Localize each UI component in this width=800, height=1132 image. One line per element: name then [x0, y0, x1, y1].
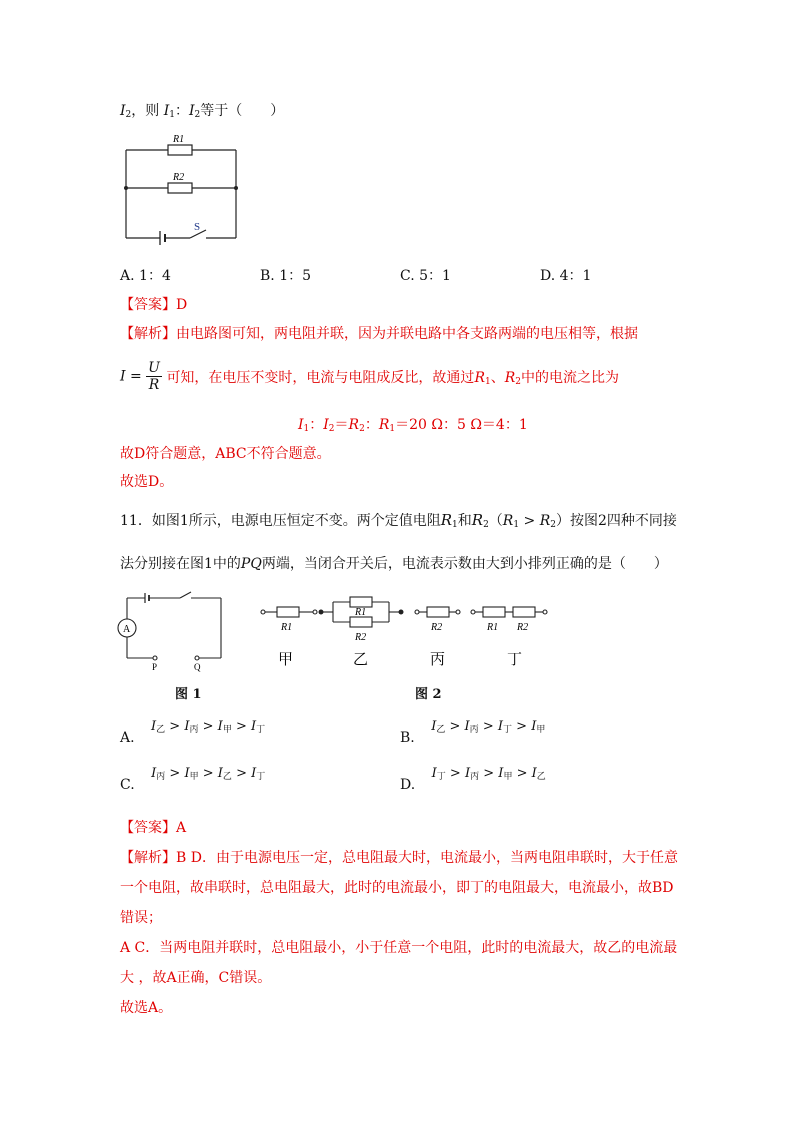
q11-option-a: A. $I_乙 > I_丙 > I_甲 > I_丁$	[120, 719, 266, 746]
q10-option-d-letter: D	[540, 268, 551, 284]
q11-stem-line2	[120, 553, 668, 573]
q10-option-c-letter: C	[400, 268, 411, 284]
q10-switch-label: S	[194, 221, 201, 233]
q11-opt-c-4: 丁	[256, 772, 266, 782]
q10-option-a-letter: A	[120, 268, 131, 284]
q11-option-d: D. $I_丁 > I_丙 > I_甲 > I_乙$	[400, 766, 546, 793]
q11-opt-a-4: 丁	[256, 725, 266, 735]
q10-option-b-text: 1：5	[279, 268, 312, 284]
q10-ratio: $I_1$：$I_2=R_2$：$R_1=20$ Ω：5 Ω＝4：1	[298, 417, 528, 434]
q11-fig2-ding-label: 丁	[507, 652, 523, 668]
q11-opt-b-3: 丁	[503, 725, 513, 735]
q11-line1-and: 和	[457, 513, 472, 529]
q11-opt-b-4: 甲	[536, 725, 546, 735]
q11-figure1-caption: 图 1	[175, 687, 202, 702]
q10-r1-label: R1	[173, 134, 185, 145]
q11-analysis-p4: A C．当两电阻并联时，总电阻最小，小于任意一个电阻，此时的电流最大，故乙的电流最	[120, 940, 678, 956]
q11-analysis-text1: B D．由于电源电压一定，总电阻最大时，电流最小，当两电阻串联时，大于任意	[176, 850, 678, 866]
q11-fig1-q-label: Q	[194, 662, 201, 672]
q11-analysis-p5: 大 ，故A正确，C错误。	[120, 970, 272, 986]
q11-option-d-letter: D.	[400, 777, 416, 793]
q11-opt-a-3: 甲	[222, 725, 232, 735]
q11-choose: 故选A。	[120, 1000, 173, 1016]
q11-fig2-bing-label: 丙	[430, 652, 446, 668]
q11-fig2-yi-r2: R2	[355, 632, 367, 643]
q10-choose: 故选D。	[120, 474, 174, 490]
q10-option-c: C. 5：1	[400, 268, 451, 284]
q11-line2-pq: PQ	[240, 556, 262, 572]
q10-option-d: D. 4：1	[540, 268, 592, 284]
q11-answer-label: 【答案】	[120, 820, 176, 836]
q11-opt-b-1: 乙	[436, 725, 446, 735]
q11-figure1	[115, 588, 230, 673]
q10-analysis-text1: 由电路图可知，两电阻并联，因为并联电路中各支路两端的电压相等，根据	[176, 326, 638, 342]
q10-stem-end: 等于（ ）	[200, 103, 285, 119]
q11-line1a: 如图1所示，电源电压恒定不变。两个定值电阻	[151, 513, 441, 529]
q11-fig1-p-label: P	[152, 662, 158, 672]
q10-ratio-text: ＝20 Ω：5 Ω＝4：1	[395, 417, 528, 433]
q11-fig1-ammeter-label: A	[123, 624, 131, 635]
q11-opt-d-1: 丁	[436, 772, 446, 782]
q11-answer-value: A	[176, 820, 187, 836]
q11-opt-d-2: 丙	[470, 772, 480, 782]
q11-option-a-letter: A.	[120, 730, 135, 746]
q11-opt-c-1: 丙	[156, 772, 166, 782]
q11-opt-b-2: 丙	[469, 725, 479, 735]
q11-line2a: 法分别接在图1中的	[120, 556, 241, 572]
q10-option-b: B. 1：5	[260, 268, 312, 284]
q10-circuit-diagram	[118, 130, 243, 245]
q11-fig2-ding-r1: R1	[487, 622, 499, 633]
q11-fig2-ding-r2: R2	[517, 622, 529, 633]
q10-answer-value: D	[176, 297, 188, 313]
q11-option-b: B. $I_乙 > I_丙 > I_丁 > I_甲$	[400, 719, 546, 746]
q10-option-a-text: 1：4	[139, 268, 171, 284]
q10-formula-fraction	[146, 360, 162, 393]
q10-analysis-label: 【解析】	[120, 326, 176, 342]
q11-figure2	[255, 590, 555, 675]
q11-option-c: C. $I_丙 > I_甲 > I_乙 > I_丁$	[120, 766, 266, 793]
q11-opt-c-2: 甲	[189, 772, 199, 782]
q11-analysis-p2: 一个电阻，故串联时，总电阻最大，此时的电流最小，即丁的电阻最大，电流最小，故BD	[120, 880, 674, 896]
q10-analysis-line2: I = $\frac{U}{R}$ 可知，在电压不变时，电流与电阻成反比，故通过$R_1$、$R_2$中的电流之比为	[120, 360, 619, 393]
q10-formula-den: R	[148, 377, 160, 393]
q11-line2b: 两端，当闭合开关后，电流表示数由大到小排列正确的是（ ）	[261, 556, 668, 572]
q10-answer-label: 【答案】	[120, 297, 176, 313]
q11-fig2-jia-r1: R1	[281, 622, 293, 633]
q10-stem-colon: ：	[174, 103, 189, 119]
q10-option-a: A. 1：4	[120, 268, 171, 284]
q11-stem-line1: 11．如图1所示，电源电压恒定不变。两个定值电阻$R_1$和$R_2(R_1 > R_2)$按图2四种不同接	[120, 511, 677, 530]
q10-formula-num: U	[148, 360, 160, 376]
q10-stem-tail: ，则	[131, 103, 160, 119]
q11-fig2-yi-r1: R1	[355, 607, 367, 618]
q11-fig2-bing-r2: R2	[431, 622, 443, 633]
q11-answer	[120, 817, 186, 837]
q11-opt-a-1: 乙	[156, 725, 166, 735]
q11-opt-d-3: 甲	[503, 772, 513, 782]
q10-option-c-text: 5：1	[419, 268, 451, 284]
q10-formula-lhs: I =	[120, 368, 142, 385]
q11-analysis-p1	[120, 847, 678, 867]
q11-fig2-jia-label: 甲	[278, 652, 294, 668]
q10-analysis-text2b: 中的电流之比为	[521, 369, 619, 386]
q10-option-b-letter: B	[260, 268, 271, 284]
q11-fig2-yi-label: 乙	[353, 652, 369, 668]
q10-conclusion: 故D符合题意，ABC不符合题意。	[120, 446, 331, 462]
q11-opt-c-3: 乙	[222, 772, 232, 782]
q11-line1b: 按图2四种不同接	[570, 513, 677, 529]
q11-option-b-letter: B.	[400, 730, 415, 746]
q11-figure2-caption: 图 2	[415, 687, 442, 702]
q11-option-c-letter: C.	[120, 777, 135, 793]
q10-option-d-text: 4：1	[559, 268, 592, 284]
q11-number: 11．	[120, 513, 152, 529]
q10-stem: $I_2$，则 $I_1$：$I_2$等于（ ）	[120, 103, 285, 120]
q10-analysis-text2a: 可知，在电压不变时，电流与电阻成反比，故通过	[166, 369, 475, 386]
q10-answer	[120, 294, 187, 314]
q11-analysis-label: 【解析】	[120, 850, 176, 866]
q10-r2-label: R2	[173, 172, 185, 183]
q11-analysis-p3: 错误；	[120, 910, 162, 926]
q11-opt-a-2: 丙	[189, 725, 199, 735]
q11-opt-d-4: 乙	[536, 772, 546, 782]
q10-analysis-line1	[120, 323, 638, 343]
